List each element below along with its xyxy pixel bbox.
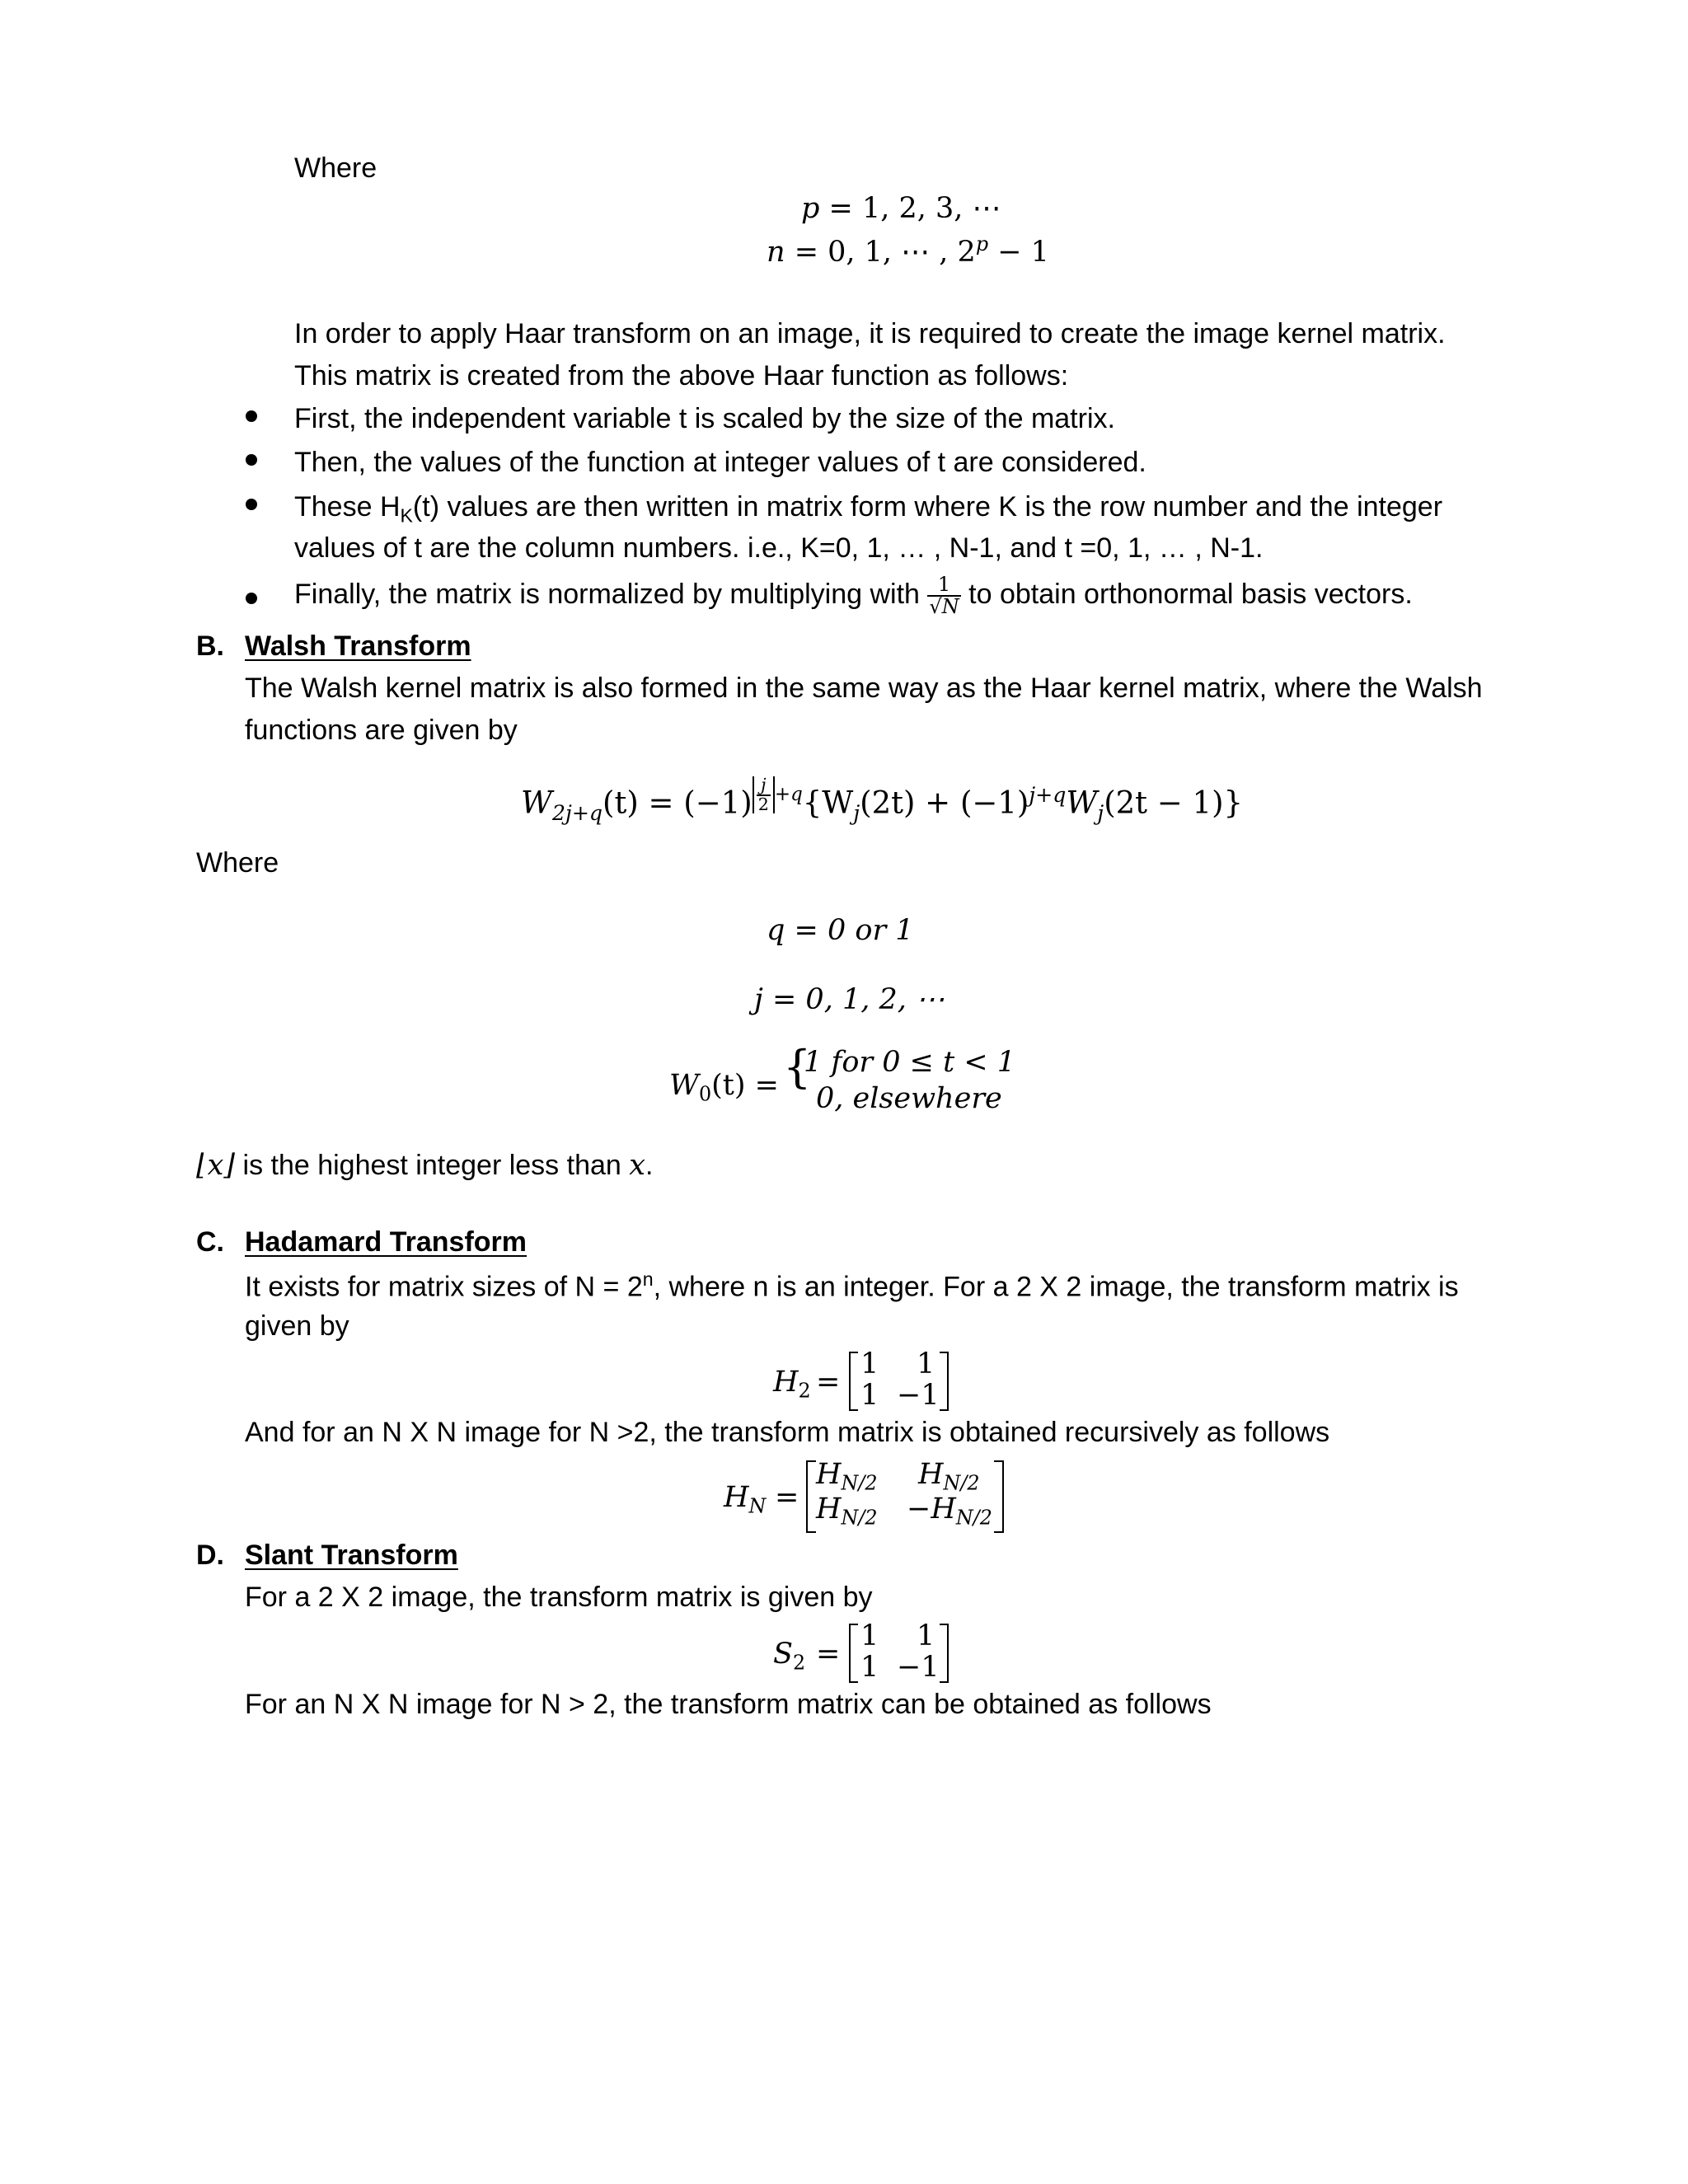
h2-left-bracket xyxy=(849,1352,858,1411)
w0-case-1: 1 for 0 ≤ t < 1 xyxy=(804,1046,1016,1079)
walsh-heading: Walsh Transform xyxy=(245,630,471,662)
walsh-paragraph-line-2: functions are given by xyxy=(245,715,518,746)
haar-paragraph-line-1: In order to apply Haar transform on an image, it is required to create the image kernel matrix. xyxy=(294,318,1446,349)
floor-note xyxy=(196,1151,653,1180)
floor-note-x: x xyxy=(629,1149,645,1182)
haar-bullet-3-text-b: (t) values are then written in matrix form where K is the row number and the integer xyxy=(412,491,1443,523)
where-label: Where xyxy=(294,152,377,184)
hn-cell-21 xyxy=(816,1495,878,1528)
haar-bullet-3-text-a: These H xyxy=(294,491,401,523)
equation-p-range xyxy=(801,194,1001,223)
haar-bullet-3-line-1 xyxy=(294,493,1442,526)
hn-cell-22-sub: N/2 xyxy=(955,1506,992,1530)
hadamard-para-a: It exists for matrix sizes of N = 2 xyxy=(245,1271,643,1303)
slant-closing-text: For an N X N image for N > 2, the transform matrix can be obtained as follows xyxy=(245,1689,1212,1720)
s2-cell-12: 1 xyxy=(917,1619,935,1652)
eq-n-lhs: n xyxy=(767,236,785,269)
floor-brackets xyxy=(753,776,775,813)
w0-argument: (t) = xyxy=(711,1069,779,1102)
section-letter-c: C. xyxy=(196,1226,224,1258)
h2-lhs xyxy=(773,1368,811,1401)
floor-symbol: ⌊x⌋ xyxy=(196,1149,236,1182)
hadamard-paragraph-line-2: given by xyxy=(245,1310,349,1342)
bullet-dot xyxy=(246,454,257,466)
s2-cell-11: 1 xyxy=(860,1619,879,1652)
floor-note-end: . xyxy=(645,1150,654,1181)
haar-bullet-1: First, the independent variable t is scaled by the size of the matrix. xyxy=(294,403,1115,434)
walsh-exp-fraction xyxy=(757,776,771,813)
hadamard-para-b: , where n is an integer. For a 2 X 2 image, the transform matrix is xyxy=(653,1271,1459,1303)
hn-cell-21-symbol: H xyxy=(816,1493,842,1526)
walsh-eq-body-3: W xyxy=(1066,785,1098,821)
hn-cell-12-sub: N/2 xyxy=(943,1471,980,1495)
s2-left-bracket xyxy=(849,1624,858,1683)
hn-symbol: H xyxy=(724,1481,749,1514)
h2-right-bracket xyxy=(940,1352,949,1411)
haar-bullet-2: Then, the values of the function at integer values of t are considered. xyxy=(294,447,1146,478)
slant-paragraph-line-1: For a 2 X 2 image, the transform matrix is given by xyxy=(245,1582,873,1613)
h2-subscript: 2 xyxy=(798,1379,811,1403)
normalization-fraction xyxy=(927,574,960,617)
eq-n-tail: − 1 xyxy=(988,236,1049,269)
hn-cell-22-symbol: −H xyxy=(907,1493,956,1526)
walsh-eq-lhs-sub: 2j+q xyxy=(552,800,603,825)
walsh-eq-lhs: W xyxy=(521,785,553,821)
w0-lhs xyxy=(669,1071,779,1104)
j-definition: j = 0, 1, 2, ⋯ xyxy=(754,983,945,1016)
section-letter-d: D. xyxy=(196,1540,224,1571)
eq-n-sup: p xyxy=(975,232,989,255)
haar-bullet-4-text-b: to obtain orthonormal basis vectors. xyxy=(968,579,1413,611)
s2-lhs xyxy=(773,1640,805,1673)
hn-right-bracket xyxy=(994,1460,1004,1533)
haar-bullet-3-subscript: K xyxy=(400,504,413,527)
walsh-eq-lhs-arg: (t) = (−1) xyxy=(603,785,753,821)
w0-symbol: W xyxy=(669,1069,699,1102)
h2-cell-21: 1 xyxy=(860,1379,879,1412)
hadamard-para-sup: n xyxy=(642,1268,654,1290)
walsh-paragraph-line-1: The Walsh kernel matrix is also formed in the same way as the Haar kernel matrix, where the Walsh xyxy=(245,673,1483,704)
walsh-equation xyxy=(521,776,1243,823)
walsh-exp-plus-q: +q xyxy=(774,783,803,805)
eq-n-rhs: = 0, 1, ⋯ , 2 xyxy=(794,236,976,269)
q-definition: q = 0 or 1 xyxy=(767,914,914,947)
piecewise-brace: { xyxy=(783,1041,812,1093)
section-letter-b: B. xyxy=(196,630,224,662)
h2-equals: = xyxy=(816,1366,841,1399)
walsh-where-label: Where xyxy=(196,847,279,879)
s2-equals: = xyxy=(816,1638,841,1671)
hn-cell-12 xyxy=(918,1460,980,1493)
hadamard-heading: Hadamard Transform xyxy=(245,1226,527,1258)
hn-cell-22 xyxy=(907,1495,992,1528)
s2-subscript: 2 xyxy=(792,1651,806,1675)
w0-case-2: 0, elsewhere xyxy=(816,1082,1002,1115)
walsh-eq-body-sub1: j xyxy=(853,800,860,825)
floor-note-text: is the highest integer less than xyxy=(235,1150,630,1181)
hn-lhs xyxy=(724,1483,766,1516)
walsh-eq-body-4: (2t − 1)} xyxy=(1104,785,1244,821)
walsh-eq-body-sup: j+q xyxy=(1029,782,1067,807)
hadamard-paragraph-line-1 xyxy=(245,1270,1459,1301)
haar-bullet-4 xyxy=(294,574,1413,617)
hn-cell-11-sub: N/2 xyxy=(841,1471,878,1495)
walsh-eq-exponent xyxy=(753,775,803,814)
hn-equals: = xyxy=(775,1481,799,1514)
walsh-eq-body-1: {W xyxy=(802,785,854,821)
hn-cell-12-symbol: H xyxy=(918,1458,944,1491)
walsh-exp-den: 2 xyxy=(757,794,769,814)
h2-symbol: H xyxy=(773,1366,799,1399)
hadamard-recursive-text: And for an N X N image for N >2, the transform matrix is obtained recursively as follows xyxy=(245,1417,1330,1448)
bullet-dot xyxy=(246,499,257,510)
h2-cell-22: −1 xyxy=(897,1379,940,1412)
walsh-eq-body-2: (2t) + (−1) xyxy=(860,785,1029,821)
hn-cell-11-symbol: H xyxy=(816,1458,842,1491)
hn-cell-11 xyxy=(816,1460,878,1493)
eq-p-rhs: = 1, 2, 3, ⋯ xyxy=(828,192,1001,225)
h2-cell-11: 1 xyxy=(860,1347,879,1380)
haar-paragraph-line-2: This matrix is created from the above Haar function as follows: xyxy=(294,360,1069,391)
bullet-dot xyxy=(246,593,257,604)
fraction-denominator: √N xyxy=(929,595,959,619)
haar-bullet-3-line-2: values of t are the column numbers. i.e., K=0, 1, … , N-1, and t =0, 1, … , N-1. xyxy=(294,532,1264,564)
s2-symbol: S xyxy=(773,1638,793,1671)
s2-right-bracket xyxy=(940,1624,949,1683)
hn-subscript: N xyxy=(748,1494,767,1518)
h2-cell-12: 1 xyxy=(917,1347,935,1380)
fraction-numerator: 1 xyxy=(927,574,960,597)
hn-cell-21-sub: N/2 xyxy=(841,1506,878,1530)
walsh-eq-body-sub2: j xyxy=(1097,800,1104,825)
slant-heading: Slant Transform xyxy=(245,1540,458,1571)
walsh-exp-num: j xyxy=(757,776,771,796)
hn-left-bracket xyxy=(806,1460,816,1533)
eq-p-lhs: p xyxy=(801,192,820,225)
s2-cell-21: 1 xyxy=(860,1651,879,1684)
w0-subscript: 0 xyxy=(698,1082,712,1106)
equation-n-range xyxy=(767,232,1049,269)
s2-cell-22: −1 xyxy=(897,1651,940,1684)
bullet-dot xyxy=(246,410,257,422)
haar-bullet-4-text-a: Finally, the matrix is normalized by multiplying with xyxy=(294,579,920,611)
